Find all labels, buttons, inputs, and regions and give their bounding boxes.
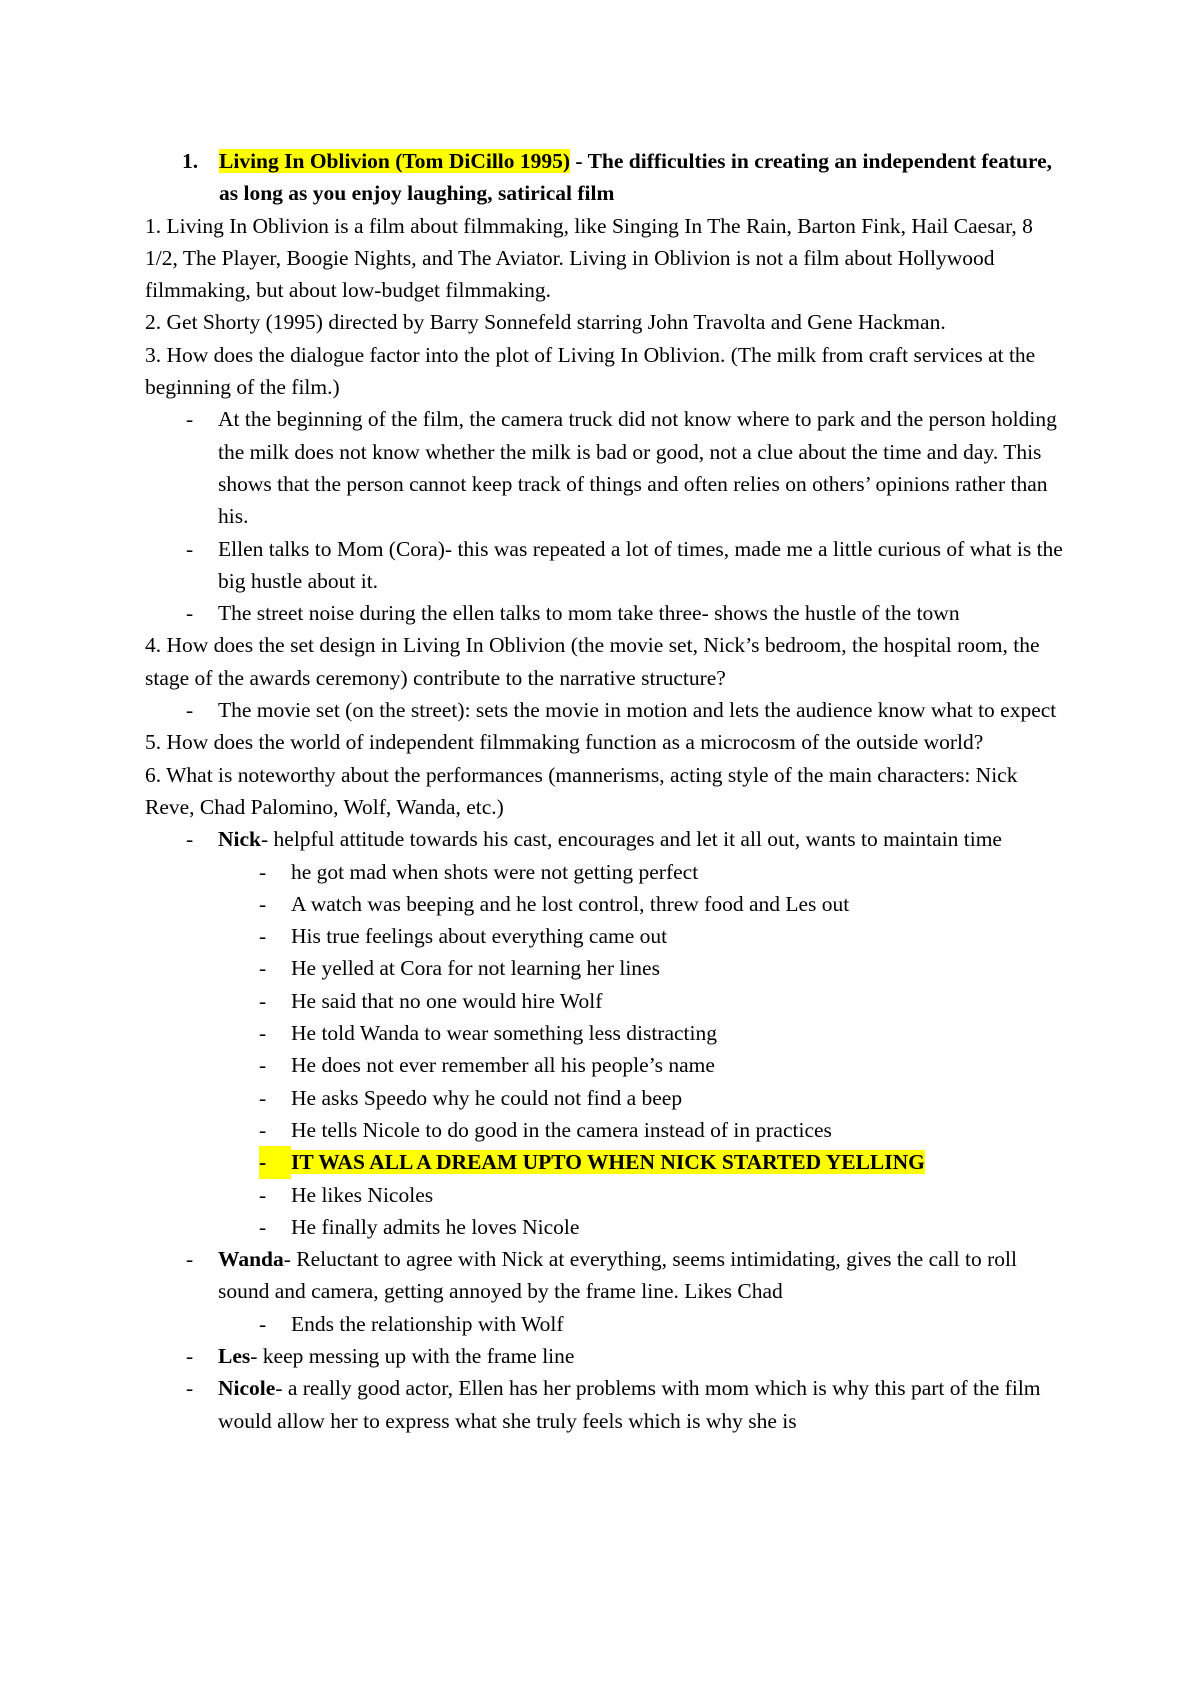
heading-text [219,145,1065,210]
paragraph-2: 2. Get Shorty (1995) directed by Barry Sonnefeld starring John Travolta and Gene Hackman. [145,310,946,335]
list-item-text: His true feelings about everything came out [291,924,668,949]
list-item [145,403,1065,532]
list-item [145,1049,1065,1081]
bullet-dash: - [186,1376,194,1401]
section-heading [145,145,1065,210]
list-item [145,1114,1065,1146]
heading-title-rest: - The difficulties in creating an independent feature, as long as you enjoy laughing, satirical film [219,149,1053,206]
list-item [145,985,1065,1017]
list-item-text: he got mad when shots were not getting perfect [291,859,699,884]
list-item [145,920,1065,952]
list-item-text: He told Wanda to wear something less distracting [291,1021,717,1046]
list-item [145,597,1065,629]
character-name: Les [218,1343,251,1368]
bullet-dash: - [186,827,194,852]
list-item-text: The street noise during the ellen talks to mom take three- shows the hustle of the town [218,601,960,626]
bullet-dash: - [186,1247,194,1272]
list-item-text: He yelled at Cora for not learning her lines [291,956,660,981]
list-item-text: The movie set (on the street): sets the movie in motion and lets the audience know what to expect [218,698,1057,723]
list-item [145,1179,1065,1211]
list-item-text: A watch was beeping and he lost control, threw food and Les out [291,891,850,916]
bullet-dash: - [186,601,194,626]
list-item [145,1211,1065,1243]
bullet-dash: - [259,1146,291,1178]
paragraph-1: 1. Living In Oblivion is a film about filmmaking, like Singing In The Rain, Barton Fink, Hail Caesar, 8 1/2, The Player, Boogie Nights, and The Aviator. Living in Oblivion is not a film about Hollywood filmmaking, but about low-budget filmmaking. [145,213,1033,303]
bullet-dash: - [259,1053,267,1078]
bullet-dash: - [259,1182,267,1207]
list-item-text: He does not ever remember all his people’s name [291,1053,715,1078]
list-item-text: He likes Nicoles [291,1182,434,1207]
bullet-dash: - [259,956,267,981]
list-item [145,1082,1065,1114]
bullet-dash: - [186,698,194,723]
list-item-text: He tells Nicole to do good in the camera instead of in practices [291,1117,832,1142]
character-nicole [145,1372,1065,1437]
bullet-dash: - [259,988,267,1013]
document-body [145,145,1065,1437]
character-les [145,1340,1065,1372]
bullet-dash: - [259,1021,267,1046]
character-description: - helpful attitude towards his cast, encourages and let it all out, wants to maintain time [261,827,1002,852]
list-item-text: He finally admits he loves Nicole [291,1214,580,1239]
list-item-text: Ends the relationship with Wolf [291,1311,564,1336]
heading-title-highlight: Living In Oblivion (Tom DiCillo 1995) [219,149,571,173]
paragraph-3: 3. How does the dialogue factor into the plot of Living In Oblivion. (The milk from craft services at the beginning of the film.) [145,342,1036,400]
highlighted-text: IT WAS ALL A DREAM UPTO WHEN NICK STARTED YELLING [291,1150,925,1175]
bullet-dash: - [259,1117,267,1142]
list-item [145,888,1065,920]
list-item [145,1308,1065,1340]
list-item-text: He asks Speedo why he could not find a beep [291,1085,683,1110]
character-wanda [145,1243,1065,1308]
bullet-dash: - [186,536,194,561]
character-description: - a really good actor, Ellen has her problems with mom which is why this part of the film would allow her to express what she truly feels which is why she is [218,1376,1041,1433]
list-item [145,533,1065,598]
list-item [145,952,1065,984]
character-name: Nicole [218,1376,276,1401]
bullet-dash: - [259,891,267,916]
paragraph-5: 5. How does the world of independent filmmaking function as a microcosm of the outside world? [145,730,984,755]
bullet-dash: - [186,1343,194,1368]
bullet-dash: - [259,1214,267,1239]
character-name: Wanda [218,1247,284,1272]
bullet-dash: - [259,859,267,884]
heading-number: 1. [182,149,199,173]
character-description: - keep messing up with the frame line [250,1343,575,1368]
list-item [145,856,1065,888]
list-item [145,694,1065,726]
list-item-text: He said that no one would hire Wolf [291,988,603,1013]
list-item-text: Ellen talks to Mom (Cora)- this was repeated a lot of times, made me a little curious of what is the big hustle about it. [218,536,1063,593]
character-name: Nick [218,827,261,852]
bullet-dash: - [259,1085,267,1110]
bullet-dash: - [259,924,267,949]
bullet-dash: - [259,1311,267,1336]
list-item-text: At the beginning of the film, the camera truck did not know where to park and the person holding the milk does not know whether the milk is bad or good, not a clue about the time and day. This shows that the person cannot keep track of things and often relies on others’ opinions rather than his. [218,407,1057,529]
paragraph-4: 4. How does the set design in Living In Oblivion (the movie set, Nick’s bedroom, the hospital room, the stage of the awards ceremony) contribute to the narrative structure? [145,633,1040,690]
character-nick [145,823,1065,855]
character-description: - Reluctant to agree with Nick at everything, seems intimidating, gives the call to roll sound and camera, getting annoyed by the frame line. Likes Chad [218,1247,1017,1304]
bullet-dash: - [186,407,194,432]
paragraph-6: 6. What is noteworthy about the performances (mannerisms, acting style of the main characters: Nick Reve, Chad Palomino, Wolf, Wanda, etc.) [145,762,1018,819]
list-item [145,1017,1065,1049]
highlighted-list-item [145,1146,1065,1178]
